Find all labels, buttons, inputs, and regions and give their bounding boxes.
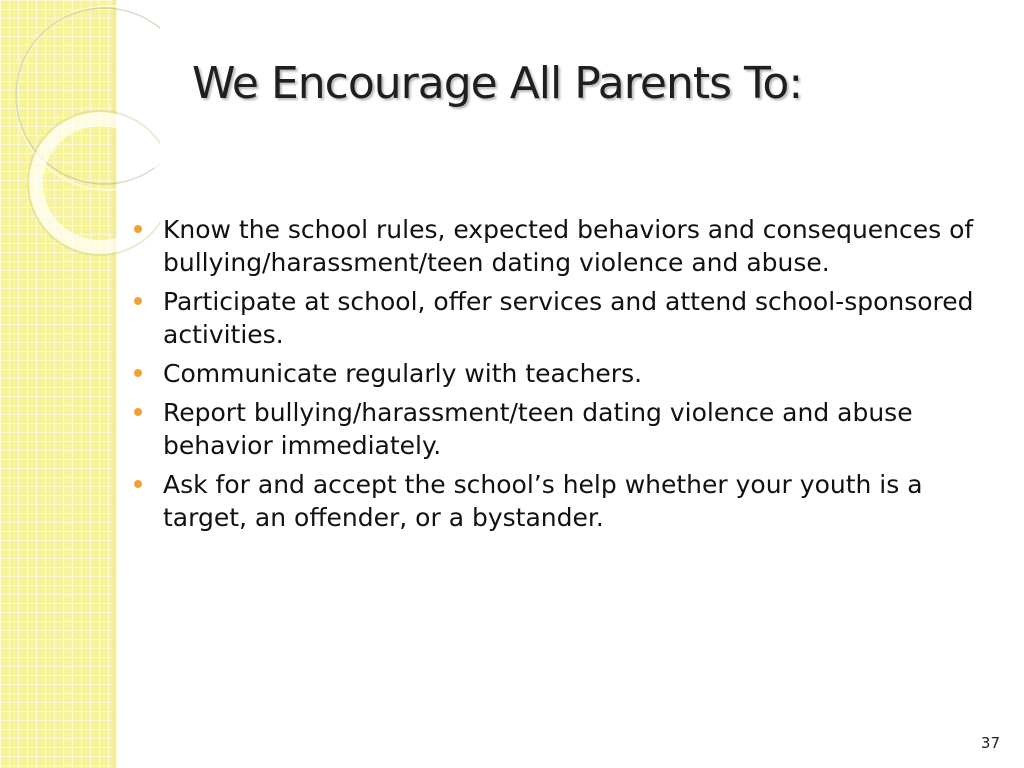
bullet-item [132,357,992,390]
bullet-item [132,285,992,351]
bullet-list [132,213,992,540]
bullet-text: Communicate regularly with teachers. [163,359,643,388]
bullet-item [132,396,992,462]
bullet-item [132,468,992,534]
slide-number: 37 [980,734,1000,752]
bullet-point-icon [134,480,142,488]
bullet-point-icon [134,369,142,377]
bullet-item [132,213,992,279]
bullet-text: Report bullying/harassment/teen dating violence and abuse behavior immediately. [163,398,913,460]
bullet-text: Ask for and accept the school’s help whether your youth is a target, an offender, or a bystander. [163,470,923,532]
bullet-point-icon [134,408,142,416]
bullet-point-icon [134,225,142,233]
bullet-point-icon [134,297,142,305]
bullet-text: Know the school rules, expected behaviors and consequences of bullying/harassment/teen dating violence and abuse. [163,215,974,277]
bullet-text: Participate at school, offer services and attend school-sponsored activities. [163,287,974,349]
slide-title: We Encourage All Parents To: [192,58,803,109]
